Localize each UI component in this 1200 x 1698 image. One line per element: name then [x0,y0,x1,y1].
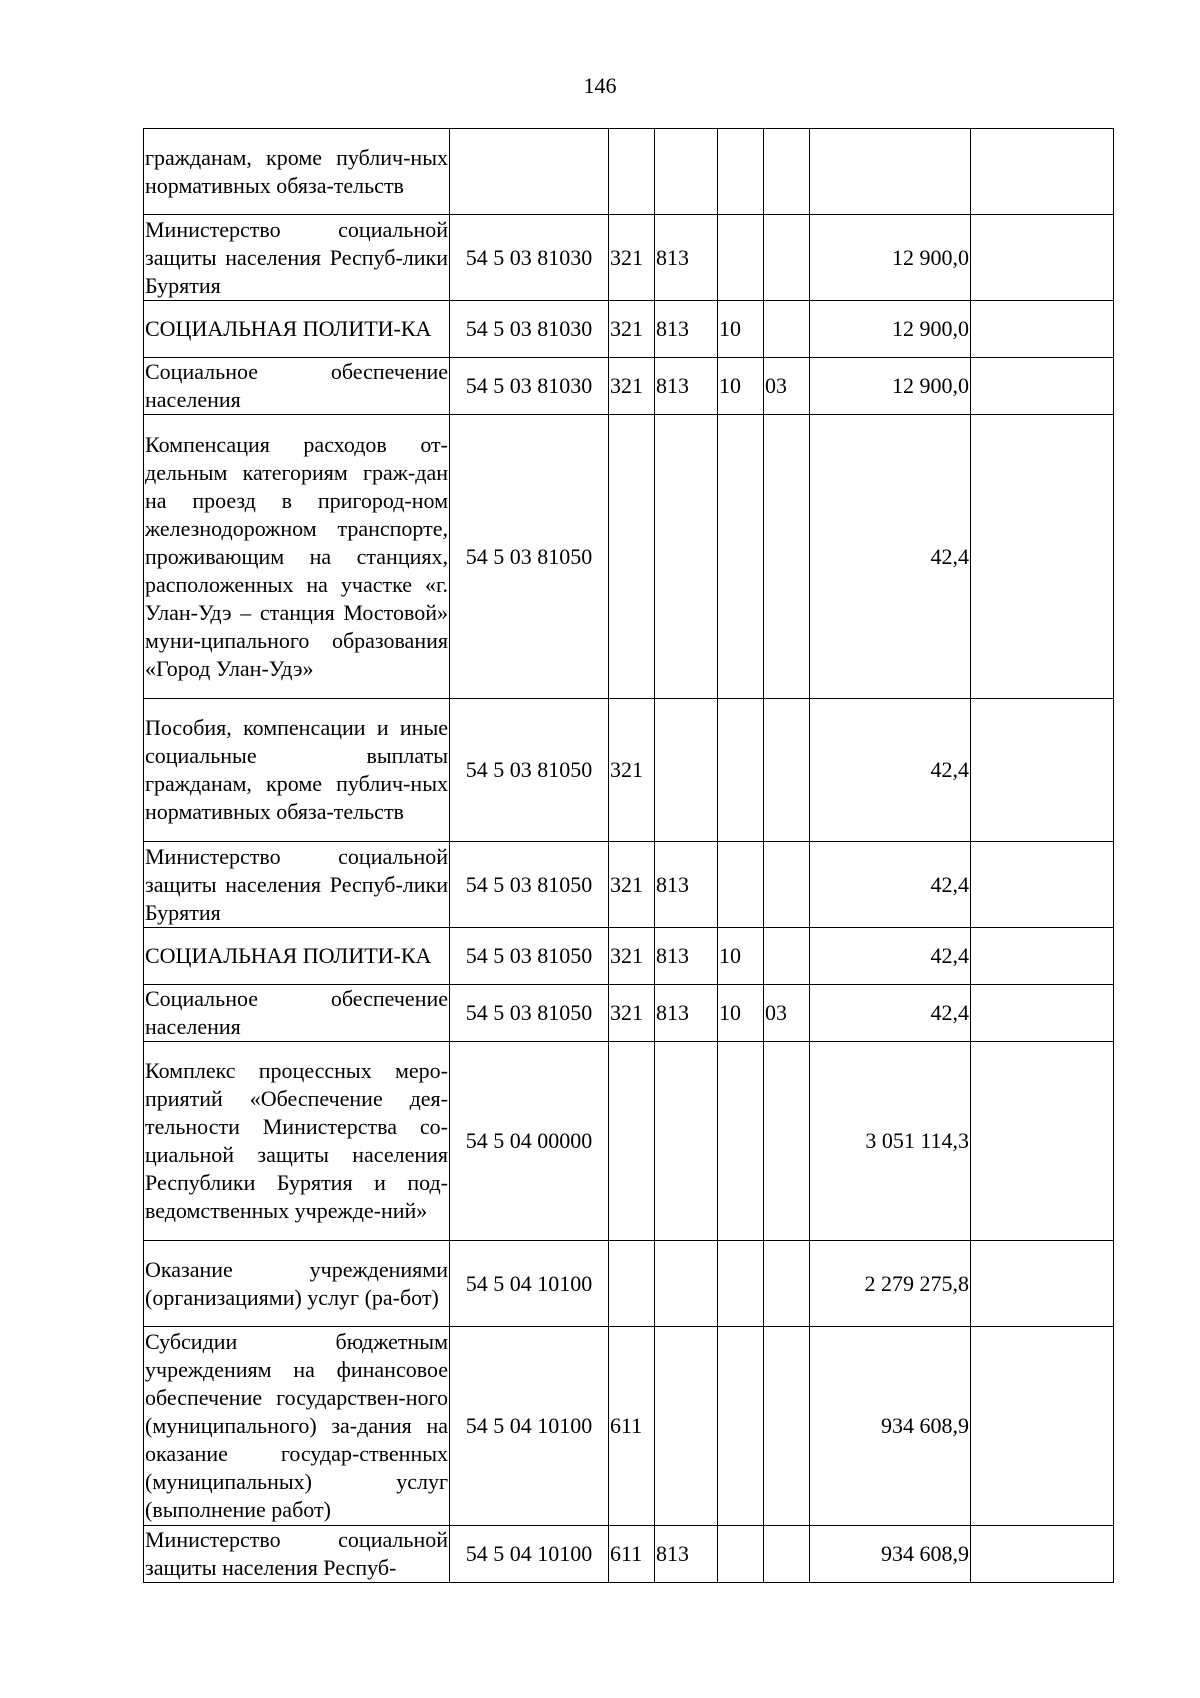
row-expense-type-cell: 611 [609,1526,655,1583]
table-row [144,129,1114,215]
row-section-cell: 10 [718,358,764,415]
row-expense-type-cell: 321 [609,215,655,301]
row-subsection-cell [764,928,810,985]
row-ministry-code-cell [655,129,718,215]
row-ministry-code-cell [655,415,718,699]
row-ministry-code-cell: 813 [655,1526,718,1583]
row-subsection-cell [764,415,810,699]
table-row [144,985,1114,1042]
row-csr-code-cell: 54 5 03 81050 [450,842,609,928]
row-name-cell: Социальное обеспечение населения [144,358,450,415]
row-name-cell: Министерство социальной защиты населения Респуб-лики Бурятия [144,215,450,301]
row-subsection-cell: 03 [764,985,810,1042]
row-name-cell: Министерство социальной защиты населения Респуб-лики Бурятия [144,842,450,928]
row-expense-type-cell: 321 [609,842,655,928]
row-amount-cell: 2 279 275,8 [810,1241,971,1327]
row-amount-cell: 42,4 [810,842,971,928]
row-section-cell: 10 [718,301,764,358]
row-subsection-cell: 03 [764,358,810,415]
row-section-cell [718,699,764,842]
row-ministry-code-cell: 813 [655,928,718,985]
table-row [144,928,1114,985]
row-subsection-cell [764,1241,810,1327]
row-csr-code-cell: 54 5 04 10100 [450,1526,609,1583]
row-section-cell: 10 [718,985,764,1042]
row-subsection-cell [764,1327,810,1526]
row-amount-cell: 12 900,0 [810,358,971,415]
row-empty-cell [971,129,1114,215]
row-empty-cell [971,358,1114,415]
row-expense-type-cell: 611 [609,1327,655,1526]
row-expense-type-cell [609,1241,655,1327]
row-empty-cell [971,415,1114,699]
row-amount-cell: 934 608,9 [810,1327,971,1526]
row-expense-type-cell [609,129,655,215]
row-ministry-code-cell: 813 [655,985,718,1042]
row-subsection-cell [764,1526,810,1583]
row-empty-cell [971,215,1114,301]
row-amount-cell: 3 051 114,3 [810,1042,971,1241]
row-empty-cell [971,1327,1114,1526]
table-row [144,1042,1114,1241]
row-empty-cell [971,928,1114,985]
row-name-cell: Субсидии бюджетным учреждениям на финансовое обеспечение государствен-ного (муниципального) за-дания на оказание государ-ственных (муниципальных) услуг (выполнение работ) [144,1327,450,1526]
table-row [144,1526,1114,1583]
row-amount-cell [810,129,971,215]
row-empty-cell [971,301,1114,358]
row-ministry-code-cell: 813 [655,842,718,928]
row-subsection-cell [764,301,810,358]
row-expense-type-cell: 321 [609,358,655,415]
row-section-cell [718,215,764,301]
row-amount-cell: 12 900,0 [810,301,971,358]
row-section-cell [718,842,764,928]
row-expense-type-cell: 321 [609,928,655,985]
row-ministry-code-cell [655,1327,718,1526]
row-csr-code-cell: 54 5 04 10100 [450,1241,609,1327]
row-subsection-cell [764,129,810,215]
row-section-cell [718,129,764,215]
row-csr-code-cell: 54 5 03 81030 [450,358,609,415]
row-section-cell: 10 [718,928,764,985]
row-ministry-code-cell [655,699,718,842]
row-name-cell: Компенсация расходов от-дельным категориям граж-дан на проезд в пригород-ном железнодорожном транспорте, проживающим на станциях, расположенных на участке «г. Улан-Удэ – станция Мостовой» муни-ципального образования «Город Улан-Удэ» [144,415,450,699]
row-subsection-cell [764,699,810,842]
table-row [144,358,1114,415]
row-subsection-cell [764,215,810,301]
row-subsection-cell [764,842,810,928]
row-csr-code-cell: 54 5 04 10100 [450,1327,609,1526]
table-row [144,842,1114,928]
table-row [144,415,1114,699]
budget-table-body [144,129,1114,1583]
row-section-cell [718,1327,764,1526]
table-row [144,699,1114,842]
row-section-cell [718,1042,764,1241]
row-csr-code-cell: 54 5 03 81050 [450,928,609,985]
row-csr-code-cell: 54 5 04 00000 [450,1042,609,1241]
row-section-cell [718,1241,764,1327]
budget-table [143,128,1114,1583]
page-number: 146 [583,73,617,98]
row-subsection-cell [764,1042,810,1241]
row-amount-cell: 42,4 [810,415,971,699]
row-amount-cell: 42,4 [810,699,971,842]
row-ministry-code-cell: 813 [655,215,718,301]
table-row [144,1327,1114,1526]
row-empty-cell [971,985,1114,1042]
table-row [144,301,1114,358]
row-name-cell: Социальное обеспечение населения [144,985,450,1042]
row-expense-type-cell: 321 [609,699,655,842]
row-empty-cell [971,699,1114,842]
row-name-cell: гражданам, кроме публич-ных нормативных обяза-тельств [144,129,450,215]
row-name-cell: СОЦИАЛЬНАЯ ПОЛИТИ-КА [144,301,450,358]
row-empty-cell [971,1042,1114,1241]
table-row [144,215,1114,301]
row-ministry-code-cell: 813 [655,301,718,358]
row-ministry-code-cell [655,1042,718,1241]
row-csr-code-cell: 54 5 03 81050 [450,699,609,842]
row-csr-code-cell: 54 5 03 81050 [450,415,609,699]
row-amount-cell: 934 608,9 [810,1526,971,1583]
row-ministry-code-cell: 813 [655,358,718,415]
row-csr-code-cell: 54 5 03 81030 [450,215,609,301]
table-row [144,1241,1114,1327]
row-expense-type-cell: 321 [609,301,655,358]
row-name-cell: Оказание учреждениями (организациями) услуг (ра-бот) [144,1241,450,1327]
row-csr-code-cell [450,129,609,215]
row-ministry-code-cell [655,1241,718,1327]
row-empty-cell [971,842,1114,928]
row-empty-cell [971,1526,1114,1583]
row-csr-code-cell: 54 5 03 81030 [450,301,609,358]
row-name-cell: СОЦИАЛЬНАЯ ПОЛИТИ-КА [144,928,450,985]
row-name-cell: Пособия, компенсации и иные социальные выплаты гражданам, кроме публич-ных нормативных обяза-тельств [144,699,450,842]
row-expense-type-cell: 321 [609,985,655,1042]
row-empty-cell [971,1241,1114,1327]
row-expense-type-cell [609,415,655,699]
row-amount-cell: 42,4 [810,928,971,985]
row-section-cell [718,1526,764,1583]
row-csr-code-cell: 54 5 03 81050 [450,985,609,1042]
row-name-cell: Комплекс процессных меро-приятий «Обеспечение дея-тельности Министерства со-циальной защиты населения Республики Бурятия и под-ведомственных учрежде-ний» [144,1042,450,1241]
row-amount-cell: 12 900,0 [810,215,971,301]
row-amount-cell: 42,4 [810,985,971,1042]
row-name-cell: Министерство социальной защиты населения Респуб- [144,1526,450,1583]
row-section-cell [718,415,764,699]
row-expense-type-cell [609,1042,655,1241]
